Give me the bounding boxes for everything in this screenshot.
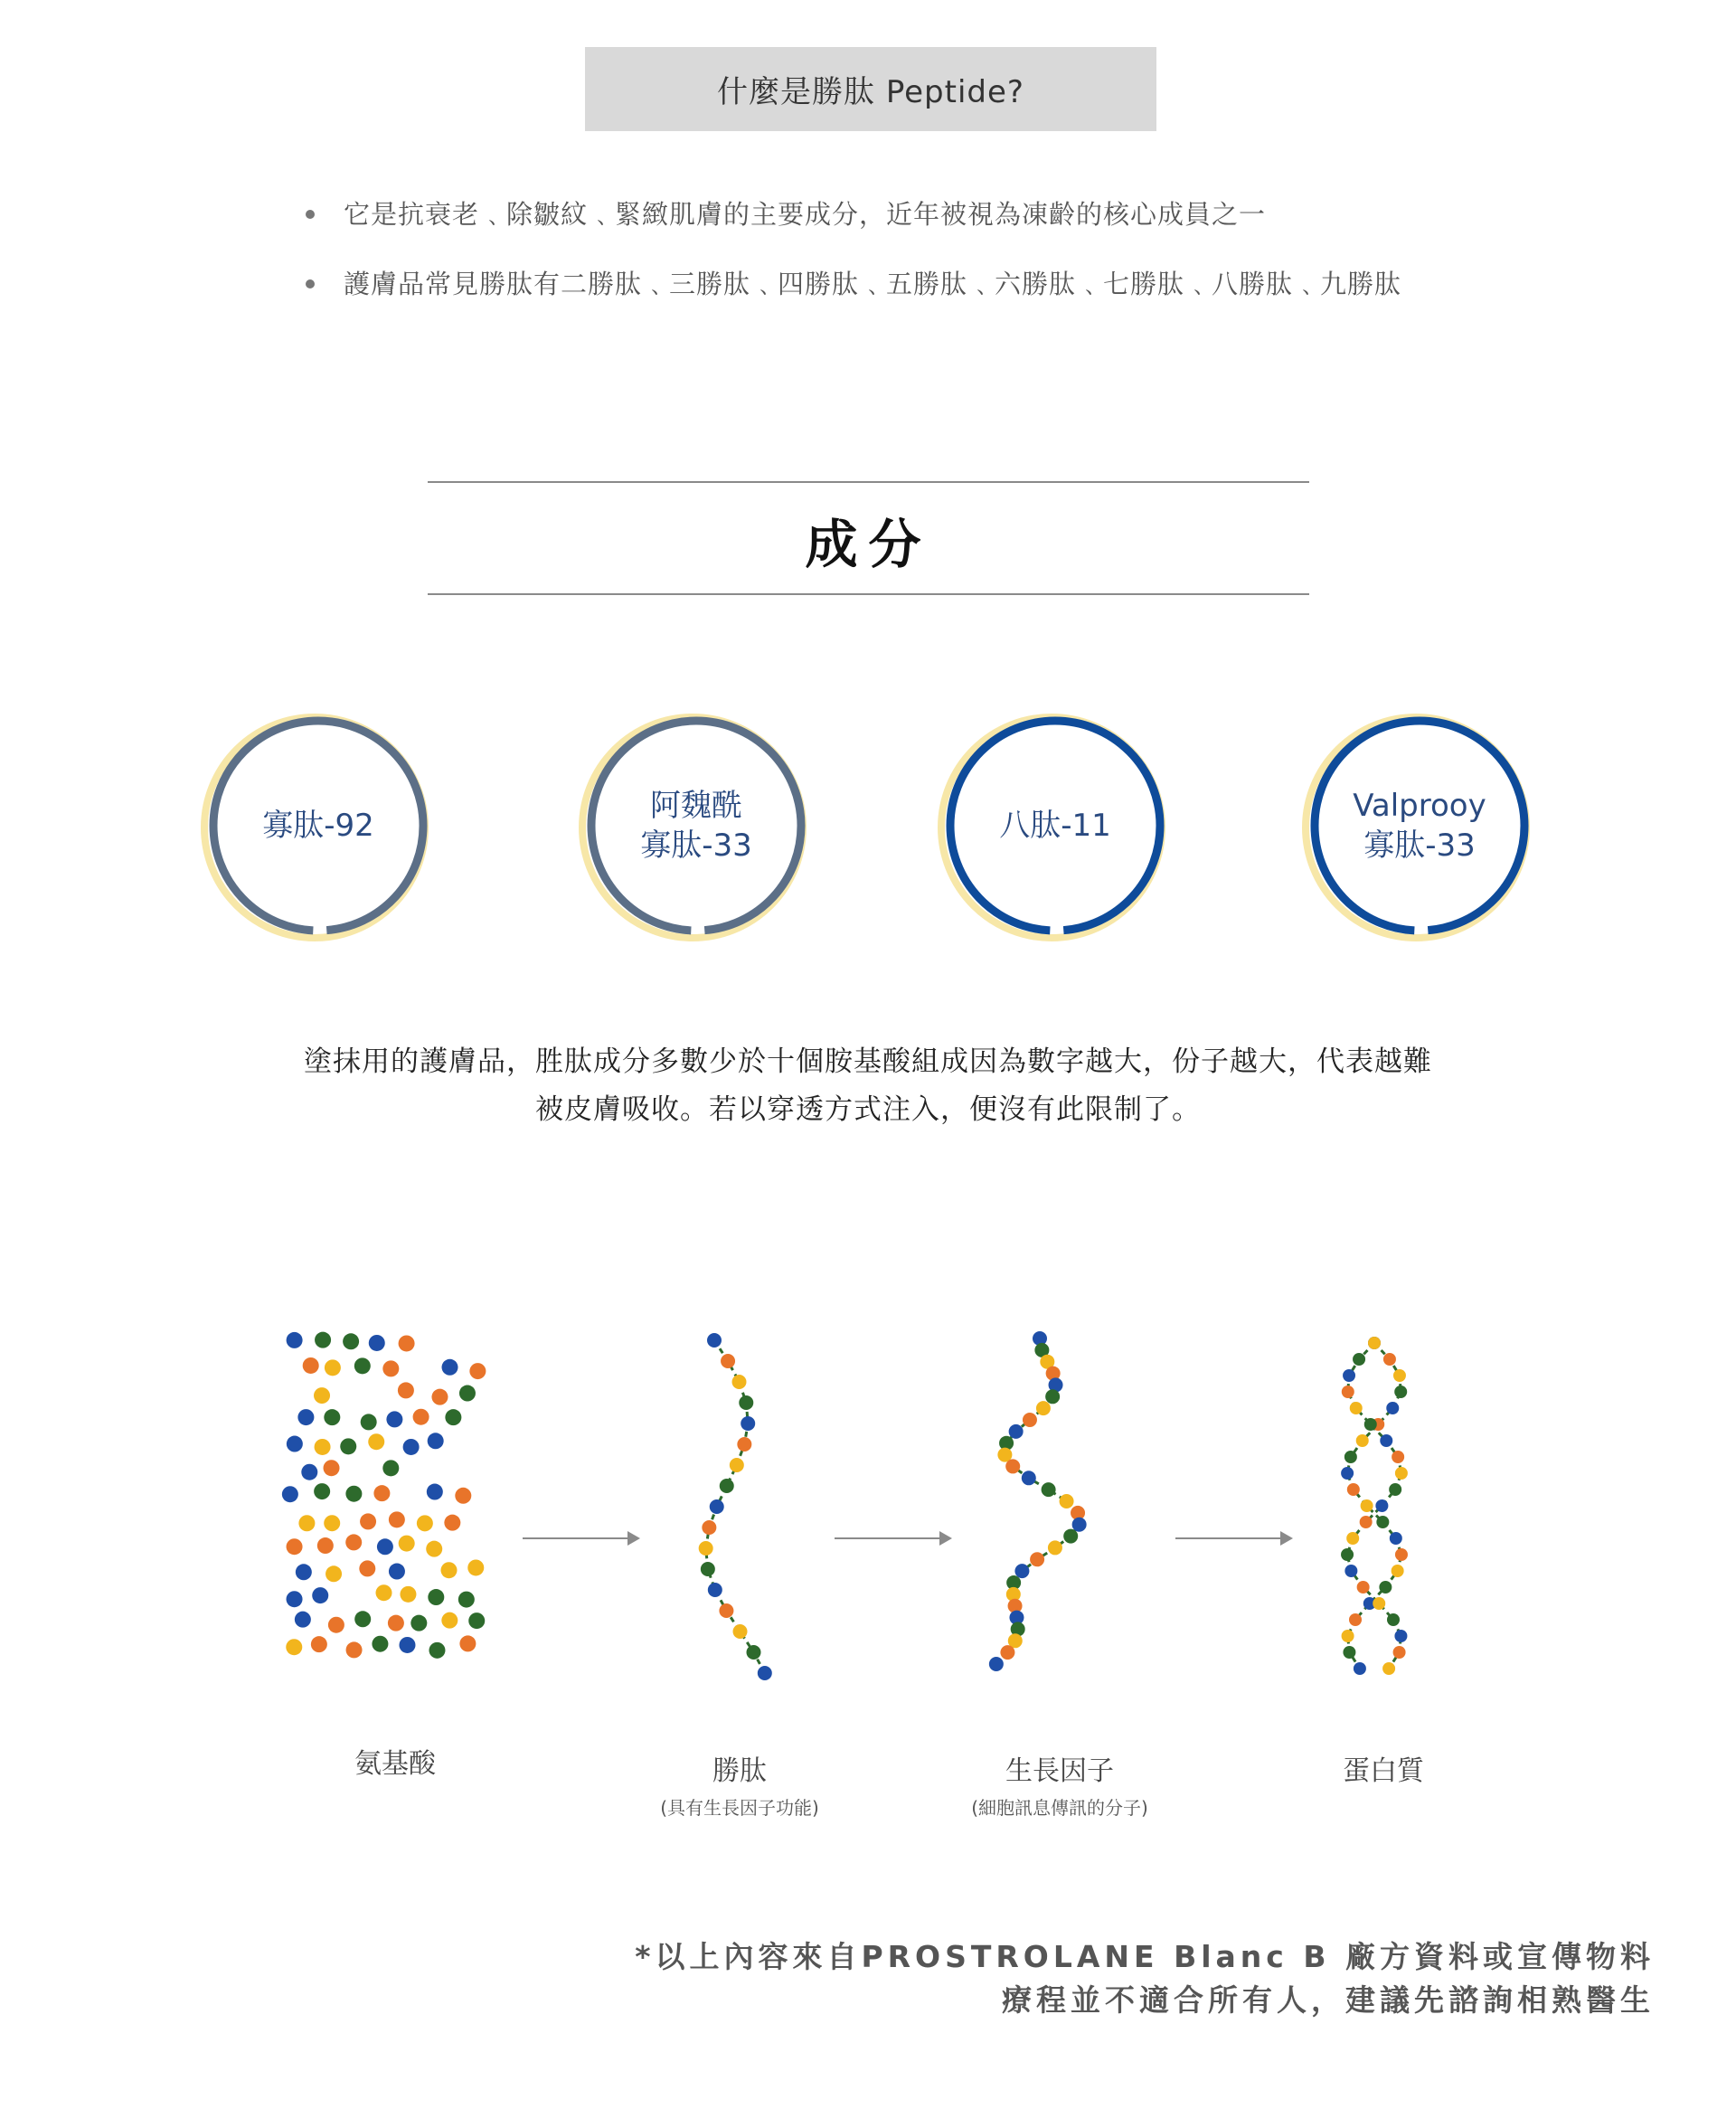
description-line: 塗抹用的護膚品，胜肽成分多數少於十個胺基酸組成因為數字越大，份子越大，代表越難 (304, 1045, 1432, 1078)
molecule-bead (1342, 1630, 1354, 1642)
molecule-bead (1361, 1499, 1373, 1512)
molecule-bead (314, 1483, 330, 1499)
molecule-bead (399, 1536, 415, 1552)
molecule-bead (989, 1657, 1004, 1671)
molecule-bead (702, 1520, 716, 1535)
molecule-bead (372, 1636, 388, 1652)
molecule-bead (1343, 1369, 1355, 1382)
molecule-bead (413, 1409, 429, 1425)
molecule-bead (1349, 1613, 1362, 1626)
bullet-text: 護膚品常見勝肽有二勝肽﹑三勝肽﹑四勝肽﹑五勝肽﹑六勝肽﹑七勝肽﹑八勝肽﹑九勝肽 (344, 269, 1402, 299)
molecule-bead (398, 1382, 414, 1398)
molecule-bead (1353, 1353, 1365, 1366)
molecule-bead (1368, 1337, 1381, 1349)
molecule-bead (286, 1639, 302, 1655)
molecule-bead (1382, 1662, 1395, 1675)
stage-caption (1248, 1748, 1519, 1788)
list-item (303, 190, 1478, 260)
molecule-bead (741, 1416, 755, 1431)
molecule-bead (719, 1603, 733, 1618)
arrow-icon (1175, 1537, 1291, 1539)
molecule-bead (324, 1460, 340, 1476)
molecule-bead (1395, 1548, 1408, 1561)
molecule-bead (400, 1586, 416, 1603)
molecule-bead (1347, 1483, 1360, 1496)
molecule-bead (376, 1584, 392, 1601)
molecule-bead (296, 1564, 312, 1580)
stage-caption (604, 1748, 875, 1820)
description-line: 被皮膚吸收。若以穿透方式注入，便沒有此限制了。 (535, 1093, 1201, 1126)
bullet-icon (306, 210, 315, 219)
molecule-bead (354, 1357, 371, 1374)
protein-illustration (1302, 1320, 1447, 1700)
bullet-text: 它是抗衰老﹑除皺紋﹑緊緻肌膚的主要成分，近年被視為凍齡的核心成員之一 (344, 199, 1267, 230)
molecule-bead (1342, 1386, 1354, 1398)
molecule-bead (324, 1515, 340, 1531)
stage-caption (924, 1748, 1195, 1820)
molecule-bead (399, 1637, 415, 1653)
molecule-bead (1386, 1402, 1399, 1414)
molecule-bead (468, 1612, 485, 1629)
ingredient-circle (201, 708, 436, 943)
molecule-bead (739, 1395, 753, 1410)
molecule-bead (721, 1354, 735, 1368)
molecule-bead (315, 1439, 331, 1455)
molecule-bead (377, 1538, 393, 1555)
list-item (303, 260, 1478, 329)
molecule-bead (444, 1515, 460, 1531)
molecule-bead (730, 1458, 744, 1472)
molecule-bead (326, 1565, 342, 1582)
molecule-bead (314, 1387, 330, 1404)
molecule-bead (386, 1411, 402, 1427)
molecule-bead (1022, 1471, 1036, 1485)
molecule-bead (710, 1499, 724, 1514)
molecule-bead (701, 1562, 715, 1576)
molecule-bead (1390, 1532, 1402, 1545)
molecule-bead (1060, 1494, 1074, 1508)
molecule-bead (455, 1488, 471, 1504)
molecule-bead (441, 1612, 458, 1629)
stage-label: 蛋白質 (1343, 1755, 1424, 1787)
stage-caption (259, 1741, 531, 1781)
molecule-bead (417, 1515, 433, 1531)
molecule-bead (340, 1438, 356, 1454)
molecule-bead (1030, 1552, 1044, 1566)
arrow-icon (523, 1537, 638, 1539)
molecule-bead (389, 1511, 405, 1527)
molecule-bead (1048, 1540, 1062, 1555)
molecule-bead (1357, 1581, 1370, 1594)
molecule-bead (1354, 1662, 1366, 1675)
molecule-bead (287, 1591, 303, 1607)
molecule-bead (369, 1335, 385, 1351)
molecule-bead (325, 1359, 341, 1376)
molecule-bead (733, 1624, 748, 1639)
ingredient-name-line2: 寡肽-33 (640, 828, 752, 864)
footnote-line: *以上內容來自PROSTROLANE Blanc B 廠方資料或宣傳物料 (635, 1939, 1655, 1974)
peptide-illustration (660, 1320, 796, 1700)
molecule-bead (315, 1332, 331, 1348)
molecule-bead (469, 1363, 486, 1379)
molecule-bead (361, 1414, 377, 1430)
molecule-bead (1392, 1451, 1404, 1463)
bullet-icon (306, 279, 315, 288)
stage-label: 生長因子 (1005, 1755, 1114, 1787)
molecule-bead (389, 1564, 405, 1580)
stage-sublabel: (細胞訊息傳訊的分子) (971, 1797, 1148, 1819)
ingredient-name: 八肽-11 (999, 808, 1111, 844)
molecule-bead (328, 1617, 344, 1633)
molecule-bead (399, 1335, 415, 1351)
description-paragraph (253, 1038, 1483, 1134)
molecule-bead (445, 1409, 461, 1425)
section-divider-bottom (428, 593, 1309, 595)
molecule-bead (1375, 1499, 1388, 1512)
ingredient-circle (579, 708, 814, 943)
amino-acids-illustration (271, 1320, 506, 1682)
molecule-bead (1394, 1386, 1407, 1398)
molecule-bead (1380, 1434, 1392, 1447)
molecule-bead (1344, 1451, 1357, 1463)
section-divider-top (428, 481, 1309, 483)
molecule-bead (458, 1592, 475, 1608)
molecule-bead (1360, 1516, 1373, 1528)
molecule-bead (1343, 1646, 1355, 1659)
molecule-bead (354, 1611, 371, 1627)
molecule-bead (1023, 1413, 1037, 1427)
ingredient-name: 阿魏酰 (650, 788, 742, 824)
molecule-bead (287, 1538, 303, 1555)
molecule-bead (345, 1486, 362, 1502)
molecule-bead (388, 1615, 404, 1631)
disclaimer-footnote (635, 1935, 1655, 2022)
molecule-bead (346, 1641, 363, 1658)
molecule-bead (360, 1513, 376, 1529)
molecule-bead (317, 1537, 334, 1554)
molecule-bead (1346, 1532, 1359, 1545)
molecule-bead (747, 1645, 761, 1660)
molecule-bead (428, 1433, 444, 1449)
molecule-bead (708, 1583, 722, 1597)
molecule-bead (1389, 1483, 1401, 1496)
molecule-bead (1356, 1434, 1369, 1447)
molecule-bead (1394, 1630, 1407, 1642)
molecule-bead (1000, 1645, 1014, 1660)
molecule-bead (1014, 1564, 1029, 1578)
molecule-bead (737, 1437, 751, 1452)
molecule-bead (1344, 1565, 1357, 1577)
arrow-icon (835, 1537, 950, 1539)
ingredient-name: 寡肽-92 (262, 808, 374, 844)
molecule-bead (1383, 1353, 1396, 1366)
molecule-bead (1379, 1581, 1392, 1594)
molecule-bead (431, 1389, 448, 1405)
molecule-bead (428, 1589, 444, 1605)
molecule-bead (1376, 1516, 1389, 1528)
molecule-bead (303, 1357, 319, 1374)
molecule-bead (1009, 1424, 1024, 1439)
molecule-bead (1072, 1518, 1087, 1532)
molecule-bead (1042, 1482, 1056, 1497)
ingredient-name: Valprooy (1353, 788, 1486, 824)
molecule-bead (312, 1587, 328, 1603)
molecule-bead (359, 1560, 375, 1576)
molecule-bead (459, 1386, 476, 1402)
molecule-bead (707, 1333, 722, 1348)
molecule-bead (1045, 1389, 1060, 1404)
stage-label: 氨基酸 (354, 1748, 436, 1780)
molecule-bead (382, 1460, 399, 1476)
molecule-bead (1393, 1369, 1406, 1382)
molecule-bead (1393, 1646, 1406, 1659)
molecule-bead (1063, 1529, 1078, 1544)
molecule-bead (403, 1439, 420, 1455)
molecule-bead (1392, 1565, 1404, 1577)
molecule-bead (720, 1479, 734, 1493)
intro-bullet-list (303, 190, 1478, 329)
molecule-bead (1341, 1548, 1354, 1561)
molecule-bead (298, 1515, 315, 1531)
molecule-bead (368, 1433, 384, 1450)
molecule-bead (1350, 1402, 1363, 1414)
molecule-bead (429, 1642, 445, 1659)
molecule-bead (1005, 1459, 1020, 1473)
header-banner (585, 47, 1156, 131)
stage-sublabel: (具有生長因子功能) (660, 1797, 819, 1819)
molecule-bead (442, 1359, 458, 1376)
molecule-bead (441, 1562, 458, 1578)
molecule-bead (426, 1541, 442, 1557)
molecule-bead (1387, 1613, 1400, 1626)
molecule-bead (1364, 1418, 1377, 1431)
growth-factor-illustration (958, 1320, 1139, 1700)
ingredient-circle (938, 708, 1173, 943)
molecule-bead (301, 1464, 317, 1480)
molecule-bead (699, 1541, 713, 1556)
ingredient-name-line2: 寡肽-33 (1363, 828, 1476, 864)
molecule-bead (287, 1436, 303, 1452)
molecule-bead (1036, 1401, 1051, 1415)
molecule-bead (297, 1409, 314, 1425)
stage-label: 勝肽 (712, 1755, 767, 1787)
ingredient-circle (1302, 708, 1537, 943)
molecule-bead (731, 1375, 746, 1389)
molecule-bead (345, 1534, 362, 1550)
molecule-bead (410, 1615, 427, 1631)
molecule-bead (427, 1484, 443, 1500)
molecule-bead (311, 1636, 327, 1652)
banner-title: 什麼是勝肽 Peptide? (717, 74, 1024, 110)
molecule-bead (287, 1332, 303, 1348)
molecule-bead (382, 1360, 399, 1376)
molecule-bead (1373, 1597, 1385, 1610)
molecule-bead (282, 1486, 298, 1502)
molecule-bead (467, 1559, 484, 1575)
molecule-bead (343, 1333, 359, 1349)
molecule-bead (324, 1409, 340, 1425)
section-title: 成分 (805, 514, 932, 575)
molecule-bead (295, 1612, 311, 1628)
footnote-line: 療程並不適合所有人，建議先諮詢相熟醫生 (1002, 1982, 1655, 2018)
molecule-bead (1341, 1467, 1354, 1480)
molecule-bead (758, 1666, 772, 1680)
molecule-bead (1395, 1467, 1408, 1480)
molecule-bead (373, 1485, 390, 1501)
molecule-bead (459, 1635, 476, 1651)
